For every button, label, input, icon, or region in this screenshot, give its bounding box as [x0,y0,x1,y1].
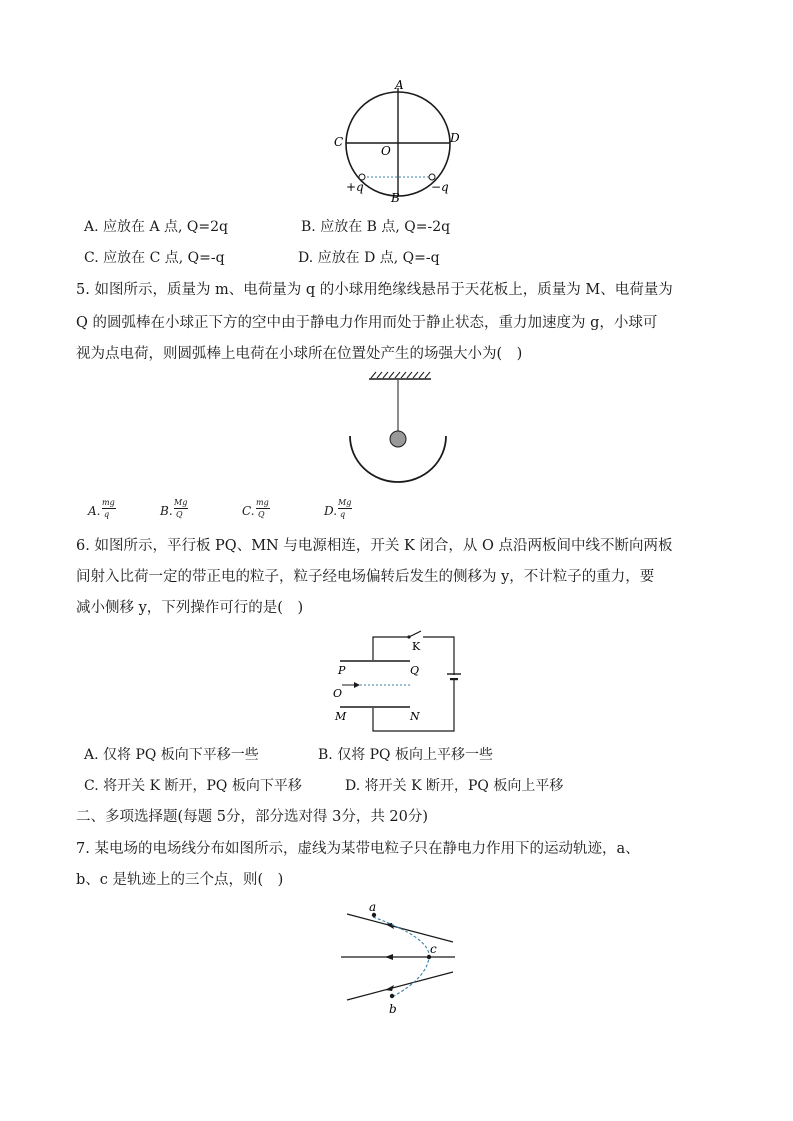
q6-option-a[interactable]: A. 仅将 PQ 板向下平移一些 [84,747,259,763]
q7-line-2: b、c 是轨迹上的三个点，则( ) [76,872,284,888]
label-o: O [381,144,391,158]
point-b [390,994,394,998]
circle-diagram [330,76,470,206]
field-lines-diagram [335,898,460,1018]
switch-k [409,631,421,637]
label-c: c [430,942,437,956]
label-b: b [389,1002,397,1016]
q6-option-c[interactable]: C. 将开关 K 断开，PQ 板向下平移 [84,778,302,794]
section-2-heading: 二、多项选择题(每题 5分，部分选对得 3分，共 20分) [76,809,429,825]
label-k: K [412,640,421,653]
q6-line-1: 6. 如图所示，平行板 PQ、MN 与电源相连，开关 K 闭合，从 O 点沿两板间中线不断向两板 [76,538,673,554]
label-n: N [410,710,420,723]
field-line-top [347,914,453,942]
label-a: a [369,900,377,914]
q4-option-c[interactable]: C. 应放在 C 点, Q=-q [84,250,225,266]
q5-option-b-label: B. [160,504,173,518]
capacitor-circuit-diagram [330,628,465,738]
label-d: D [450,131,460,145]
label-plus-q: +q [346,180,364,194]
label-minus-q: −q [431,180,449,194]
label-a: A [395,78,404,92]
q6-line-2: 间射入比荷一定的带正电的粒子，粒子经电场偏转后发生的侧移为 y，不计粒子的重力，要 [76,569,655,585]
q6-line-3: 减小侧移 y，下列操作可行的是( ) [76,600,304,616]
field-line-bottom [347,972,453,1000]
q4-option-a[interactable]: A. 应放在 A 点, Q=2q [84,219,228,235]
q5-line-3: 视为点电荷，则圆弧棒上电荷在小球所在位置处产生的场强大小为( ) [76,346,523,362]
q7-line-1: 7. 某电场的电场线分布如图所示，虚线为某带电粒子只在静电力作用下的运动轨迹，a、 [76,841,640,857]
label-o: O [333,687,343,700]
label-b: B [391,191,400,205]
label-c: C [334,135,344,149]
label-p: P [338,664,346,677]
q5-option-c-label: C. [242,504,255,518]
q5-line-2: Q 的圆弧棒在小球正下方的空中由于静电力作用而处于静止状态，重力加速度为 g，小球可 [76,315,658,331]
q5-option-d-label: D. [324,504,338,518]
q6-option-b[interactable]: B. 仅将 PQ 板向上平移一些 [318,747,493,763]
pendulum-diagram [345,370,455,490]
label-q: Q [410,664,420,677]
label-m: M [335,710,347,723]
q4-option-b[interactable]: B. 应放在 B 点, Q=-2q [301,219,451,235]
q4-option-d[interactable]: D. 应放在 D 点, Q=-q [298,250,440,266]
q5-option-a-label: A. [88,504,101,518]
charged-ball [390,431,406,447]
q6-option-d[interactable]: D. 将开关 K 断开，PQ 板向上平移 [345,778,564,794]
q5-line-1: 5. 如图所示，质量为 m、电荷量为 q 的小球用绝缘线悬吊于天花板上，质量为 M、电荷量为 [76,282,673,298]
